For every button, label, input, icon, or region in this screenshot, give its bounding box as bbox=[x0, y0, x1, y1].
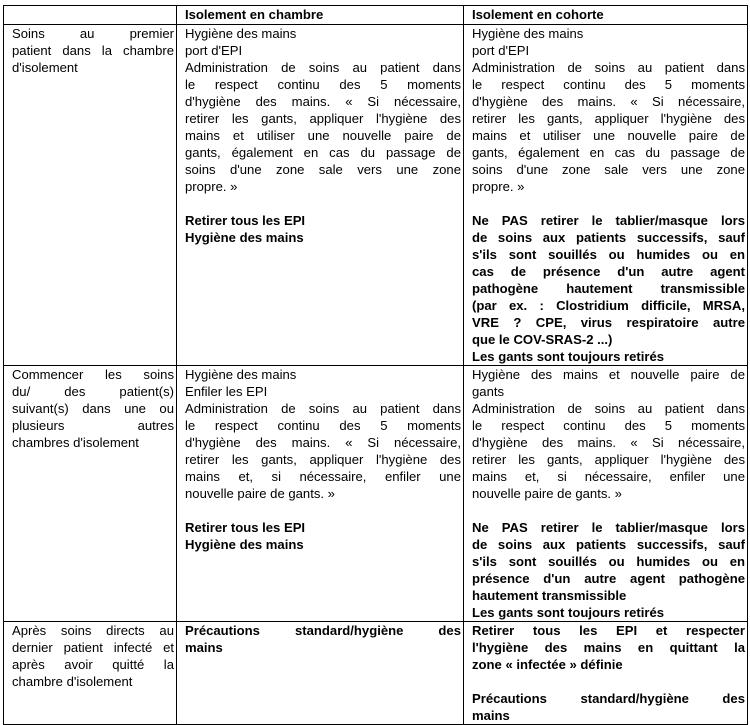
cell-chambre: Hygiène des mains port d'EPI Administration de soins au patient dans le respect continu des 5 moments d'hygiène des mains. « Si nécessaire, retirer les gants, appliquer l'hygiène des mains et utiliser une nouvelle paire de gants, également en cas du passage de soins d'une zone sale vers une zone propre. » Retirer tous les EPI Hygiène des mains bbox=[177, 25, 464, 366]
cell-chambre: Hygiène des mains Enfiler les EPI Administration de soins au patient dans le respect continu des 5 moments d'hygiène des mains. « Si nécessaire, retirer les gants, appliquer l'hygiène des mains et, si nécessaire, enfiler une nouvelle paire de gants. » Retirer tous les EPI Hygiène des mains bbox=[177, 366, 464, 622]
header-row bbox=[4, 6, 748, 25]
table-row bbox=[4, 622, 748, 725]
table-row bbox=[4, 366, 748, 622]
header-isolement-chambre: Isolement en chambre bbox=[177, 6, 464, 25]
isolation-table bbox=[3, 5, 748, 725]
table-row bbox=[4, 25, 748, 366]
header-empty bbox=[4, 6, 177, 25]
header-isolement-cohorte: Isolement en cohorte bbox=[464, 6, 748, 25]
cell-cohorte: Hygiène des mains et nouvelle paire de gants Administration de soins au patient dans le respect continu des 5 moments d'hygiène des mains. « Si nécessaire, retirer les gants, appliquer l'hygiène des mains et, si nécessaire, enfiler une nouvelle paire de gants. » Ne PAS retirer le tablier/masque lors de soins aux patients successifs, sauf s'ils sont souillés ou humides ou en présence d'un autre agent pathogène hautement transmissible Les gants sont toujours retirés bbox=[464, 366, 748, 622]
row-label: Soins au premier patient dans la chambre d'isolement bbox=[4, 25, 177, 366]
row-label: Commencer les soins du/ des patient(s) suivant(s) dans une ou plusieurs autres chambres d'isolement bbox=[4, 366, 177, 622]
cell-chambre: Précautions standard/hygiène des mains bbox=[177, 622, 464, 725]
cell-cohorte: Hygiène des mains port d'EPI Administration de soins au patient dans le respect continu des 5 moments d'hygiène des mains. « Si nécessaire, retirer les gants, appliquer l'hygiène des mains et utiliser une nouvelle paire de gants, également en cas du passage de soins d'une zone sale vers une zone propre. » Ne PAS retirer le tablier/masque lors de soins aux patients successifs, sauf s'ils sont souillés ou humides ou en cas de présence d'un autre agent pathogène hautement transmissible (par ex. : Clostridium difficile, MRSA, VRE ? CPE, virus respiratoire autre que le COV-SRAS-2 ...) Les gants sont toujours retirés bbox=[464, 25, 748, 366]
row-label: Après soins directs au dernier patient infecté et après avoir quitté la chambre d'isolement bbox=[4, 622, 177, 725]
cell-cohorte: Retirer tous les EPI et respecter l'hygiène des mains en quittant la zone « infectée » définie Précautions standard/hygiène des mains bbox=[464, 622, 748, 725]
